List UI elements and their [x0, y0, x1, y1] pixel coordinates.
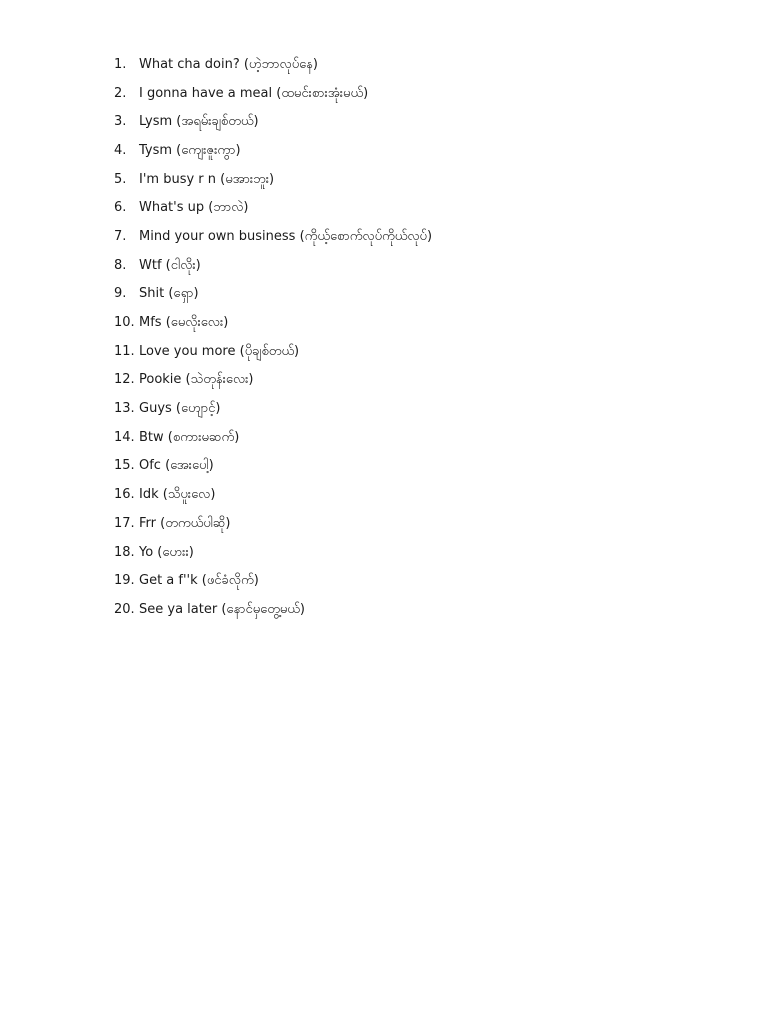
item-number: 6.	[114, 200, 127, 216]
list-item	[114, 366, 432, 395]
item-text: Shit (ရှော)	[139, 286, 199, 302]
list-item	[114, 337, 432, 366]
item-text: See ya later (နောင်မှတွေ့မယ်)	[139, 601, 305, 617]
item-number: 9.	[114, 286, 127, 302]
item-text: Btw (စကားမဆက်)	[139, 429, 240, 445]
list-item	[114, 595, 432, 624]
item-number: 12.	[114, 372, 135, 388]
item-text: Guys (ဟျောင့်)	[139, 401, 221, 417]
item-text: Yo (ဟေးး)	[139, 544, 194, 560]
item-number: 3.	[114, 114, 127, 130]
item-number: 2.	[114, 85, 127, 101]
item-number: 4.	[114, 142, 127, 158]
item-text: Wtf (ငါလိုး)	[139, 257, 201, 273]
item-text: Love you more (ပိုချစ်တယ်)	[139, 343, 300, 359]
item-text: I gonna have a meal (ထမင်းစားအုံးမယ်)	[139, 85, 369, 101]
list-item	[114, 394, 432, 423]
list-item	[114, 423, 432, 452]
item-text: Get a f''k (ဖင်ခံလိုက်)	[139, 573, 259, 589]
list-item	[114, 280, 432, 309]
item-number: 20.	[114, 601, 135, 617]
item-number: 8.	[114, 257, 127, 273]
list-item	[114, 538, 432, 567]
item-text: What's up (ဘာလဲ)	[139, 200, 249, 216]
item-text: Mind your own business (ကိုယ့်စောက်လုပ်ကိုယ်လုပ်)	[139, 228, 433, 244]
item-number: 10.	[114, 315, 135, 331]
item-number: 14.	[114, 429, 135, 445]
list-item	[114, 107, 432, 136]
item-number: 19.	[114, 573, 135, 589]
item-number: 5.	[114, 171, 127, 187]
item-number: 17.	[114, 515, 135, 531]
item-text: I'm busy r n (မအားဘူး)	[139, 171, 275, 187]
item-number: 15.	[114, 458, 135, 474]
item-text: What cha doin? (ဟဲ့ဘာလုပ်နေ)	[139, 56, 318, 72]
item-number: 18.	[114, 544, 135, 560]
list-item	[114, 50, 432, 79]
list-item	[114, 452, 432, 481]
list-item	[114, 480, 432, 509]
list-item	[114, 566, 432, 595]
list-item	[114, 165, 432, 194]
item-text: Ofc (အေးပေါ့)	[139, 458, 214, 474]
item-number: 16.	[114, 487, 135, 503]
list-item	[114, 509, 432, 538]
list-item	[114, 251, 432, 280]
item-text: Pookie (သဲတုန်းလေး)	[139, 372, 254, 388]
item-number: 1.	[114, 56, 127, 72]
list-item	[114, 136, 432, 165]
item-text: Frr (တကယ်ပါဆို)	[139, 515, 231, 531]
item-text: Tysm (ကျေးဇူးကွာ)	[139, 142, 241, 158]
item-number: 13.	[114, 401, 135, 417]
list-item	[114, 222, 432, 251]
list-item	[114, 308, 432, 337]
item-number: 7.	[114, 228, 127, 244]
list-item	[114, 193, 432, 222]
slang-list	[114, 50, 432, 624]
item-text: Lysm (အရမ်းချစ်တယ်)	[139, 114, 259, 130]
item-text: Idk (သိပူးလေ)	[139, 487, 216, 503]
item-text: Mfs (မေလိုးလေး)	[139, 315, 229, 331]
item-number: 11.	[114, 343, 135, 359]
list-item	[114, 79, 432, 108]
